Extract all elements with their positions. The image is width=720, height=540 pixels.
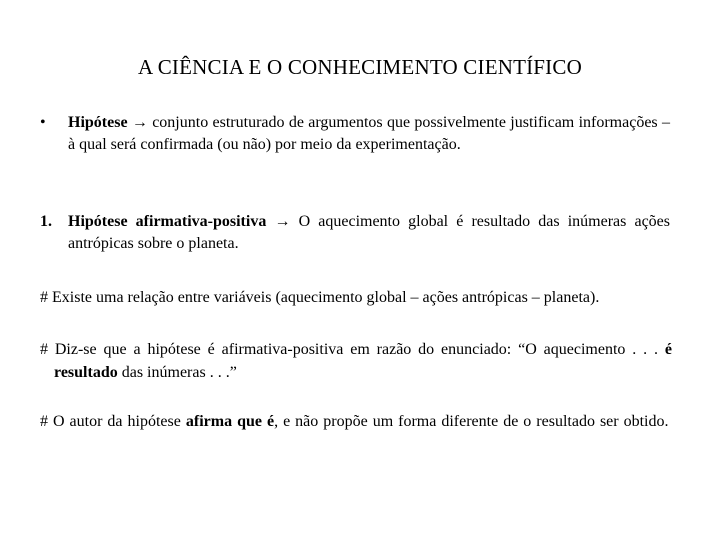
numbered-item-term: Hipótese afirmativa-positiva — [68, 213, 267, 230]
note-variables-text: # Existe uma relação entre variáveis (aquecimento global – ações antrópicas – planeta). — [40, 289, 600, 306]
note-affirmative-prefix: # Diz-se que a hipótese é afirmativa-positiva em razão do enunciado: “O aquecimento . . . — [40, 341, 665, 358]
definition-text — [68, 112, 670, 156]
note-affirmative-emphasis: é resultado — [54, 341, 672, 381]
bullet-marker: • — [40, 114, 46, 131]
definition-body: → conjunto estruturado de argumentos que possivelmente justificam informações – à qual será confirmada (ou não) por meio da experimentação. — [68, 114, 670, 153]
definition-term: Hipótese — [68, 114, 128, 131]
note-author-emphasis: afirma que é — [185, 413, 275, 430]
numbered-item-body: → O aquecimento global é resultado das inúmeras ações antrópicas sobre o planeta. — [68, 213, 670, 252]
slide-title: A CIÊNCIA E O CONHECIMENTO CIENTÍFICO — [138, 55, 582, 79]
definition-bullet — [40, 112, 670, 156]
note-affirmative — [40, 338, 672, 384]
note-variables — [40, 286, 672, 309]
note-affirmative-suffix: das inúmeras . . .” — [117, 364, 237, 381]
note-author-suffix: , e não propõe um forma diferente de o resultado ser obtido. — [274, 413, 669, 430]
note-author — [40, 410, 672, 433]
numbered-item-text — [68, 211, 670, 255]
numbered-item — [40, 211, 670, 255]
note-affirmative-text — [40, 338, 672, 384]
item-number: 1. — [40, 213, 52, 230]
note-author-prefix: # O autor da hipótese — [40, 413, 186, 430]
note-author-text — [40, 410, 672, 433]
